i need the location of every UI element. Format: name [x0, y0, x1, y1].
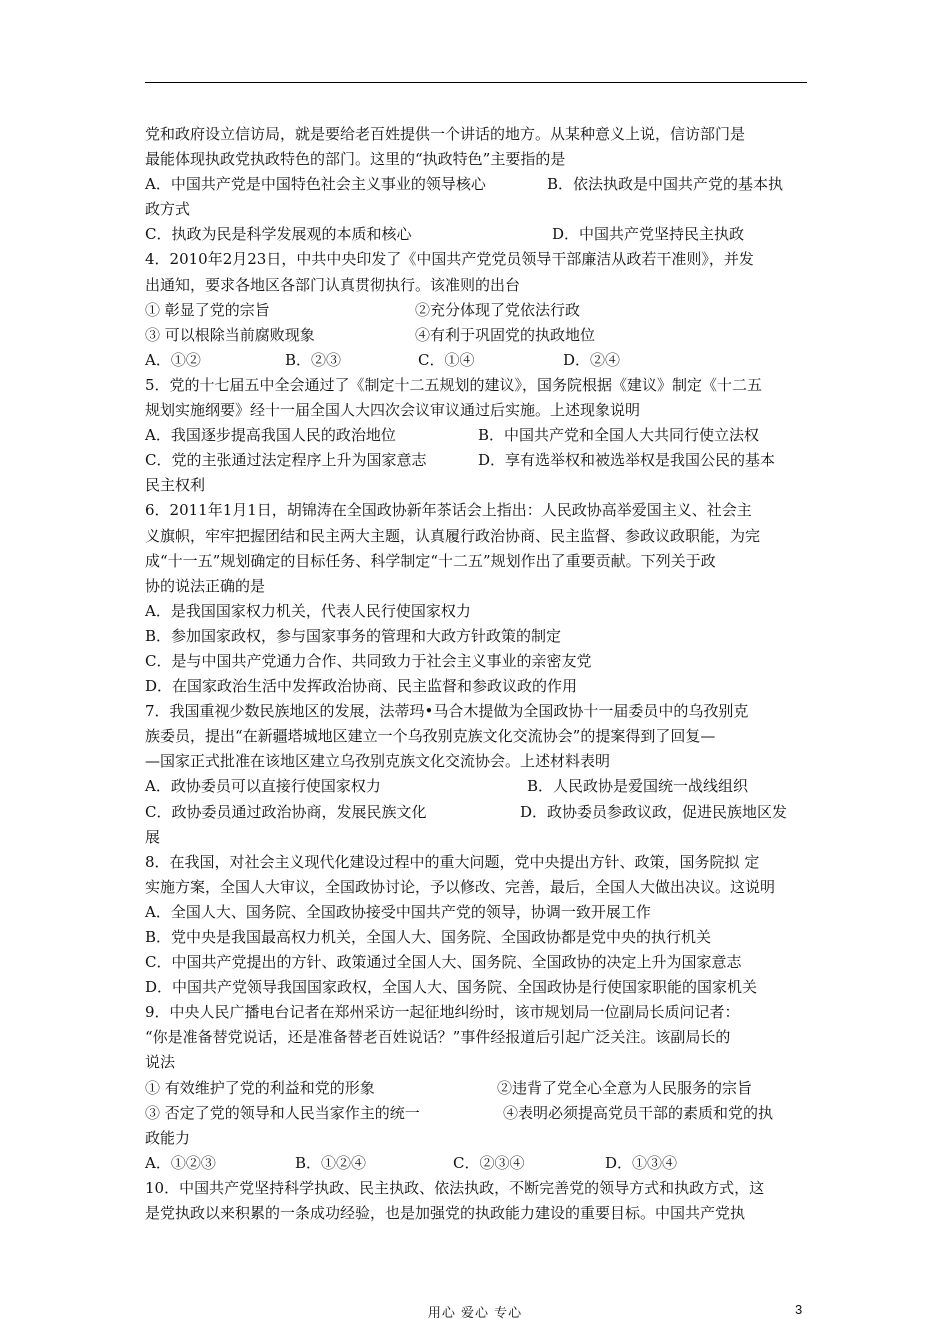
option-d: D．政协委员参政议政，促进民族地区发 [520, 802, 788, 821]
option-row [145, 448, 815, 473]
statement-1: ① 彰显了党的宗旨 [145, 300, 270, 319]
statement-4: ④表明必须提高党员干部的素质和党的执 [503, 1103, 774, 1122]
option-a: A．全国人大、国务院、全国政协接受中国共产党的领导，协调一致开展工作 [145, 902, 651, 921]
option-a: A．是我国国家权力机关，代表人民行使国家权力 [145, 601, 471, 620]
text-line: 义旗帜，牢牢把握团结和民主两大主题，认真履行政治协商、民主监督、参政议政职能，为完 [145, 526, 761, 545]
option-row [145, 1151, 815, 1176]
text-line: 9．中央人民广播电台记者在郑州采访一起征地纠纷时，该市规划局一位副局长质问记者： [145, 1003, 740, 1022]
option-d: D．享有选举权和被选举权是我国公民的基本 [478, 451, 776, 470]
option-row [145, 800, 815, 825]
option-a: A．①②③ [145, 1153, 216, 1172]
option-c: C．政协委员通过政治协商，发展民族文化 [145, 802, 427, 821]
option-d: D．②④ [563, 350, 621, 369]
option-b: B．人民政协是爱国统一战线组织 [527, 777, 749, 796]
option-row [145, 222, 815, 247]
statement-row [145, 323, 815, 348]
text-line: 出通知，要求各地区各部门认真贯彻执行。该准则的出台 [145, 275, 521, 294]
option-c: C．执政为民是科学发展观的本质和核心 [145, 225, 412, 244]
option-d: D．①③④ [605, 1153, 678, 1172]
text-line: 族委员，提出“在新疆塔城地区建立一个乌孜别克族文化交流协会”的提案得到了回复— [145, 727, 716, 746]
statement-row [145, 298, 815, 323]
option-b: B．中国共产党和全国人大共同行使立法权 [478, 426, 760, 445]
statement-2: ②充分体现了党依法行政 [415, 300, 581, 319]
text-line: 10．中国共产党坚持科学执政、民主执政、依法执政，不断完善党的领导方式和执政方式，这 [145, 1178, 765, 1197]
option-b: B．参加国家政权，参与国家事务的管理和大政方针政策的制定 [145, 626, 562, 645]
option-b: B．依法执政是中国共产党的基本执 [547, 175, 784, 194]
page-number: 3 [795, 1302, 803, 1317]
text-line: 党和政府设立信访局，就是要给老百姓提供一个讲话的地方。从某种意义上说，信访部门是 [145, 125, 746, 143]
text-line: 展 [145, 827, 161, 846]
text-line: 规划实施纲要》经十一届全国人大四次会议审议通过后实施。上述现象说明 [145, 401, 641, 420]
statement-3: ③ 否定了党的领导和人民当家作主的统一 [145, 1103, 420, 1122]
header-rule [145, 82, 807, 83]
statement-1: ① 有效维护了党的利益和党的形象 [145, 1078, 375, 1097]
option-d: D．中国共产党领导我国国家政权，全国人大、国务院、全国政协是行使国家职能的国家机关 [145, 978, 758, 997]
option-b: B．党中央是我国最高权力机关，全国人大、国务院、全国政协都是党中央的执行机关 [145, 928, 712, 946]
option-row [145, 172, 815, 197]
option-row [145, 423, 815, 448]
option-d: D．在国家政治生活中发挥政治协商、民主监督和参政议政的作用 [145, 677, 578, 696]
text-line: “你是准备替党说话，还是准备替老百姓说话？”事件经报道后引起广泛关注。该副局长的 [145, 1028, 731, 1047]
text-line: 民主权利 [145, 476, 206, 495]
text-line: 6．2011年1月1日，胡锦涛在全国政协新年茶话会上指出：人民政协高举爱国主义、社会主 [145, 501, 752, 520]
text-line: 协的说法正确的是 [145, 576, 266, 595]
text-line: 最能体现执政党执政特色的部门。这里的“执政特色”主要指的是 [145, 150, 566, 169]
option-d: D．中国共产党坚持民主执政 [552, 225, 745, 244]
option-c: C．②③④ [453, 1153, 525, 1172]
option-c: C．党的主张通过法定程序上升为国家意志 [145, 451, 427, 470]
text-line: 成“十一五”规划确定的目标任务、科学制定“十二五”规划作出了重要贡献。下列关于政 [145, 551, 716, 570]
text-line: 4．2010年2月23日，中共中央印发了《中国共产党党员领导干部廉洁从政若干准则》，并发 [145, 250, 754, 269]
text-line: 5．党的十七届五中全会通过了《制定十二五规划的建议》，国务院根据《建议》制定《十二五 [145, 375, 763, 394]
option-b: B．②③ [285, 350, 342, 369]
option-row [145, 348, 815, 373]
statement-3: ③ 可以根除当前腐败现象 [145, 325, 315, 344]
option-a: A．政协委员可以直接行使国家权力 [145, 777, 381, 796]
option-c: C．是与中国共产党通力合作、共同致力于社会主义事业的亲密友党 [145, 651, 592, 670]
text-line: 说法 [145, 1053, 176, 1072]
text-line: 8．在我国，对社会主义现代化建设过程中的重大问题，党中央提出方针、政策，国务院拟 定 [145, 852, 760, 871]
option-a: A．中国共产党是中国特色社会主义事业的领导核心 [145, 175, 486, 194]
text-line: 是党执政以来积累的一条成功经验，也是加强党的执政能力建设的重要目标。中国共产党执 [145, 1204, 746, 1223]
option-a: A．①② [145, 350, 201, 369]
option-a: A．我国逐步提高我国人民的政治地位 [145, 426, 396, 445]
text-line: 政能力 [145, 1128, 191, 1147]
text-line: 政方式 [145, 200, 191, 219]
statement-4: ④有利于巩固党的执政地位 [415, 325, 596, 344]
text-line: 实施方案，全国人大审议，全国政协讨论，予以修改、完善，最后，全国人大做出决议。这说明 [145, 877, 776, 896]
document-body [145, 122, 815, 1226]
page-footer: 用心 爱心 专心 [427, 1306, 523, 1321]
text-line: —国家正式批准在该地区建立乌孜别克族文化交流协会。上述材料表明 [145, 752, 611, 771]
statement-2: ②违背了党全心全意为人民服务的宗旨 [497, 1078, 753, 1097]
statement-row [145, 1076, 815, 1101]
option-b: B．①②④ [295, 1153, 367, 1172]
statement-row [145, 1101, 815, 1126]
text-line: 7．我国重视少数民族地区的发展，法蒂玛•马合木提做为全国政协十一届委员中的乌孜别克 [145, 702, 749, 721]
option-c: C．中国共产党提出的方针、政策通过全国人大、国务院、全国政协的决定上升为国家意志 [145, 953, 742, 972]
option-row [145, 774, 815, 799]
option-c: C．①④ [418, 350, 475, 369]
